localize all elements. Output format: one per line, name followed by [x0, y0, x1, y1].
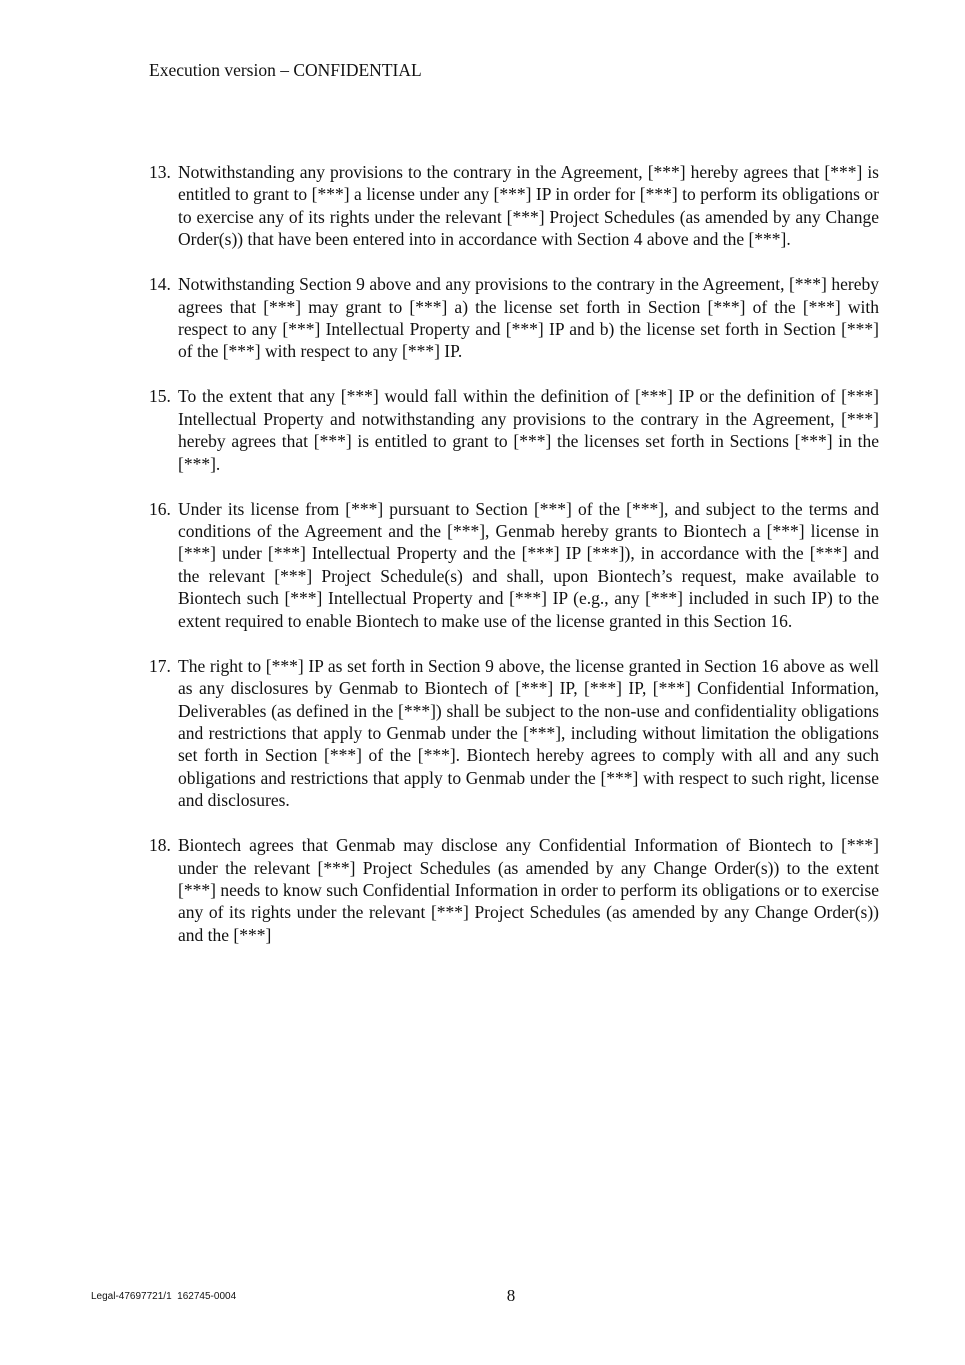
clause-number: 13. [149, 162, 171, 182]
document-body [149, 161, 879, 969]
document-header: Execution version – CONFIDENTIAL [149, 60, 422, 80]
page-number: 8 [506, 1286, 516, 1305]
clause-number: 18. [149, 835, 171, 856]
footer-document-reference: Legal-47697721/1 162745-0004 [91, 1291, 237, 1302]
clause-text: Under its license from [***] pursuant to Section [***] of the [***], and subject to the terms and conditions of the Agreement and the [***], Genmab hereby grants to Biontech a [***] license in [***] under [***] Intellectual Property and the [***] IP [***]), in accordance with the [***] and the relevant [***] Project Schedule(s) and shall, upon Biontech’s request, make available to Biontech such [***] Intellectual Property and [***] IP (e.g., any [***] included in such IP) to the extent required to enable Biontech to make use of the license granted in this Section 16. [178, 498, 879, 631]
clause-number: 14. [149, 274, 171, 295]
clause-number: 16. [149, 498, 171, 519]
clause-number: 15. [149, 386, 171, 407]
clause-17 [149, 655, 879, 812]
clause-15 [149, 385, 879, 475]
clause-text: Notwithstanding Section 9 above and any provisions to the contrary in the Agreement, [***] hereby agrees that [***] may grant to [***] a) the license set forth in Section [***] of the [***] with respect to any [***] Intellectual Property and [***] IP and b) the license set forth in Section [***] of the [***] with respect to any [***] IP. [178, 274, 879, 362]
clause-13 [149, 161, 879, 251]
clause-text: The right to [***] IP as set forth in Section 9 above, the license granted in Section 16 above as well as any disclosures by Genmab to Biontech of [***] IP, [***] IP, [***] Confidential Information, Deliverables (as defined in the [***]) shall be subject to the non-use and confidentiality obligations and restrictions that apply to Genmab under the [***], including without limitation the obligations set forth in Section [***] of the [***]. Biontech hereby agrees to comply with all and any such obligations and restrictions that apply to Genmab under the [***] with respect to such right, license and disclosures. [178, 655, 879, 811]
clause-18 [149, 834, 879, 946]
clause-14 [149, 273, 879, 363]
clause-text: To the extent that any [***] would fall within the definition of [***] IP or the definition of [***] Intellectual Property and notwithstanding any provisions to the contrary in the Agreement, [***] hereby agrees that [***] is entitled to grant to [***] the licenses set forth in Sections [***] in the [***]. [178, 386, 879, 474]
clause-text: Biontech agrees that Genmab may disclose any Confidential Information of Biontech to [***] under the relevant [***] Project Schedules (as amended by any Change Order(s)) to the extent [***] needs to know such Confidential Information in order to perform its obligations or to exercise any of its rights under the relevant [***] Project Schedules (as amended by any Change Order(s)) and the [***] [178, 835, 879, 945]
clause-16 [149, 498, 879, 632]
clause-text: Notwithstanding any provisions to the contrary in the Agreement, [***] hereby agrees that [***] is entitled to grant to [***] a license under any [***] IP in order for [***] to perform its obligations or to exercise any of its rights under the relevant [***] Project Schedules (as amended by any Change Order(s)) that have been entered into in accordance with Section 4 above and the [***]. [178, 162, 879, 250]
clause-number: 17. [149, 655, 171, 676]
